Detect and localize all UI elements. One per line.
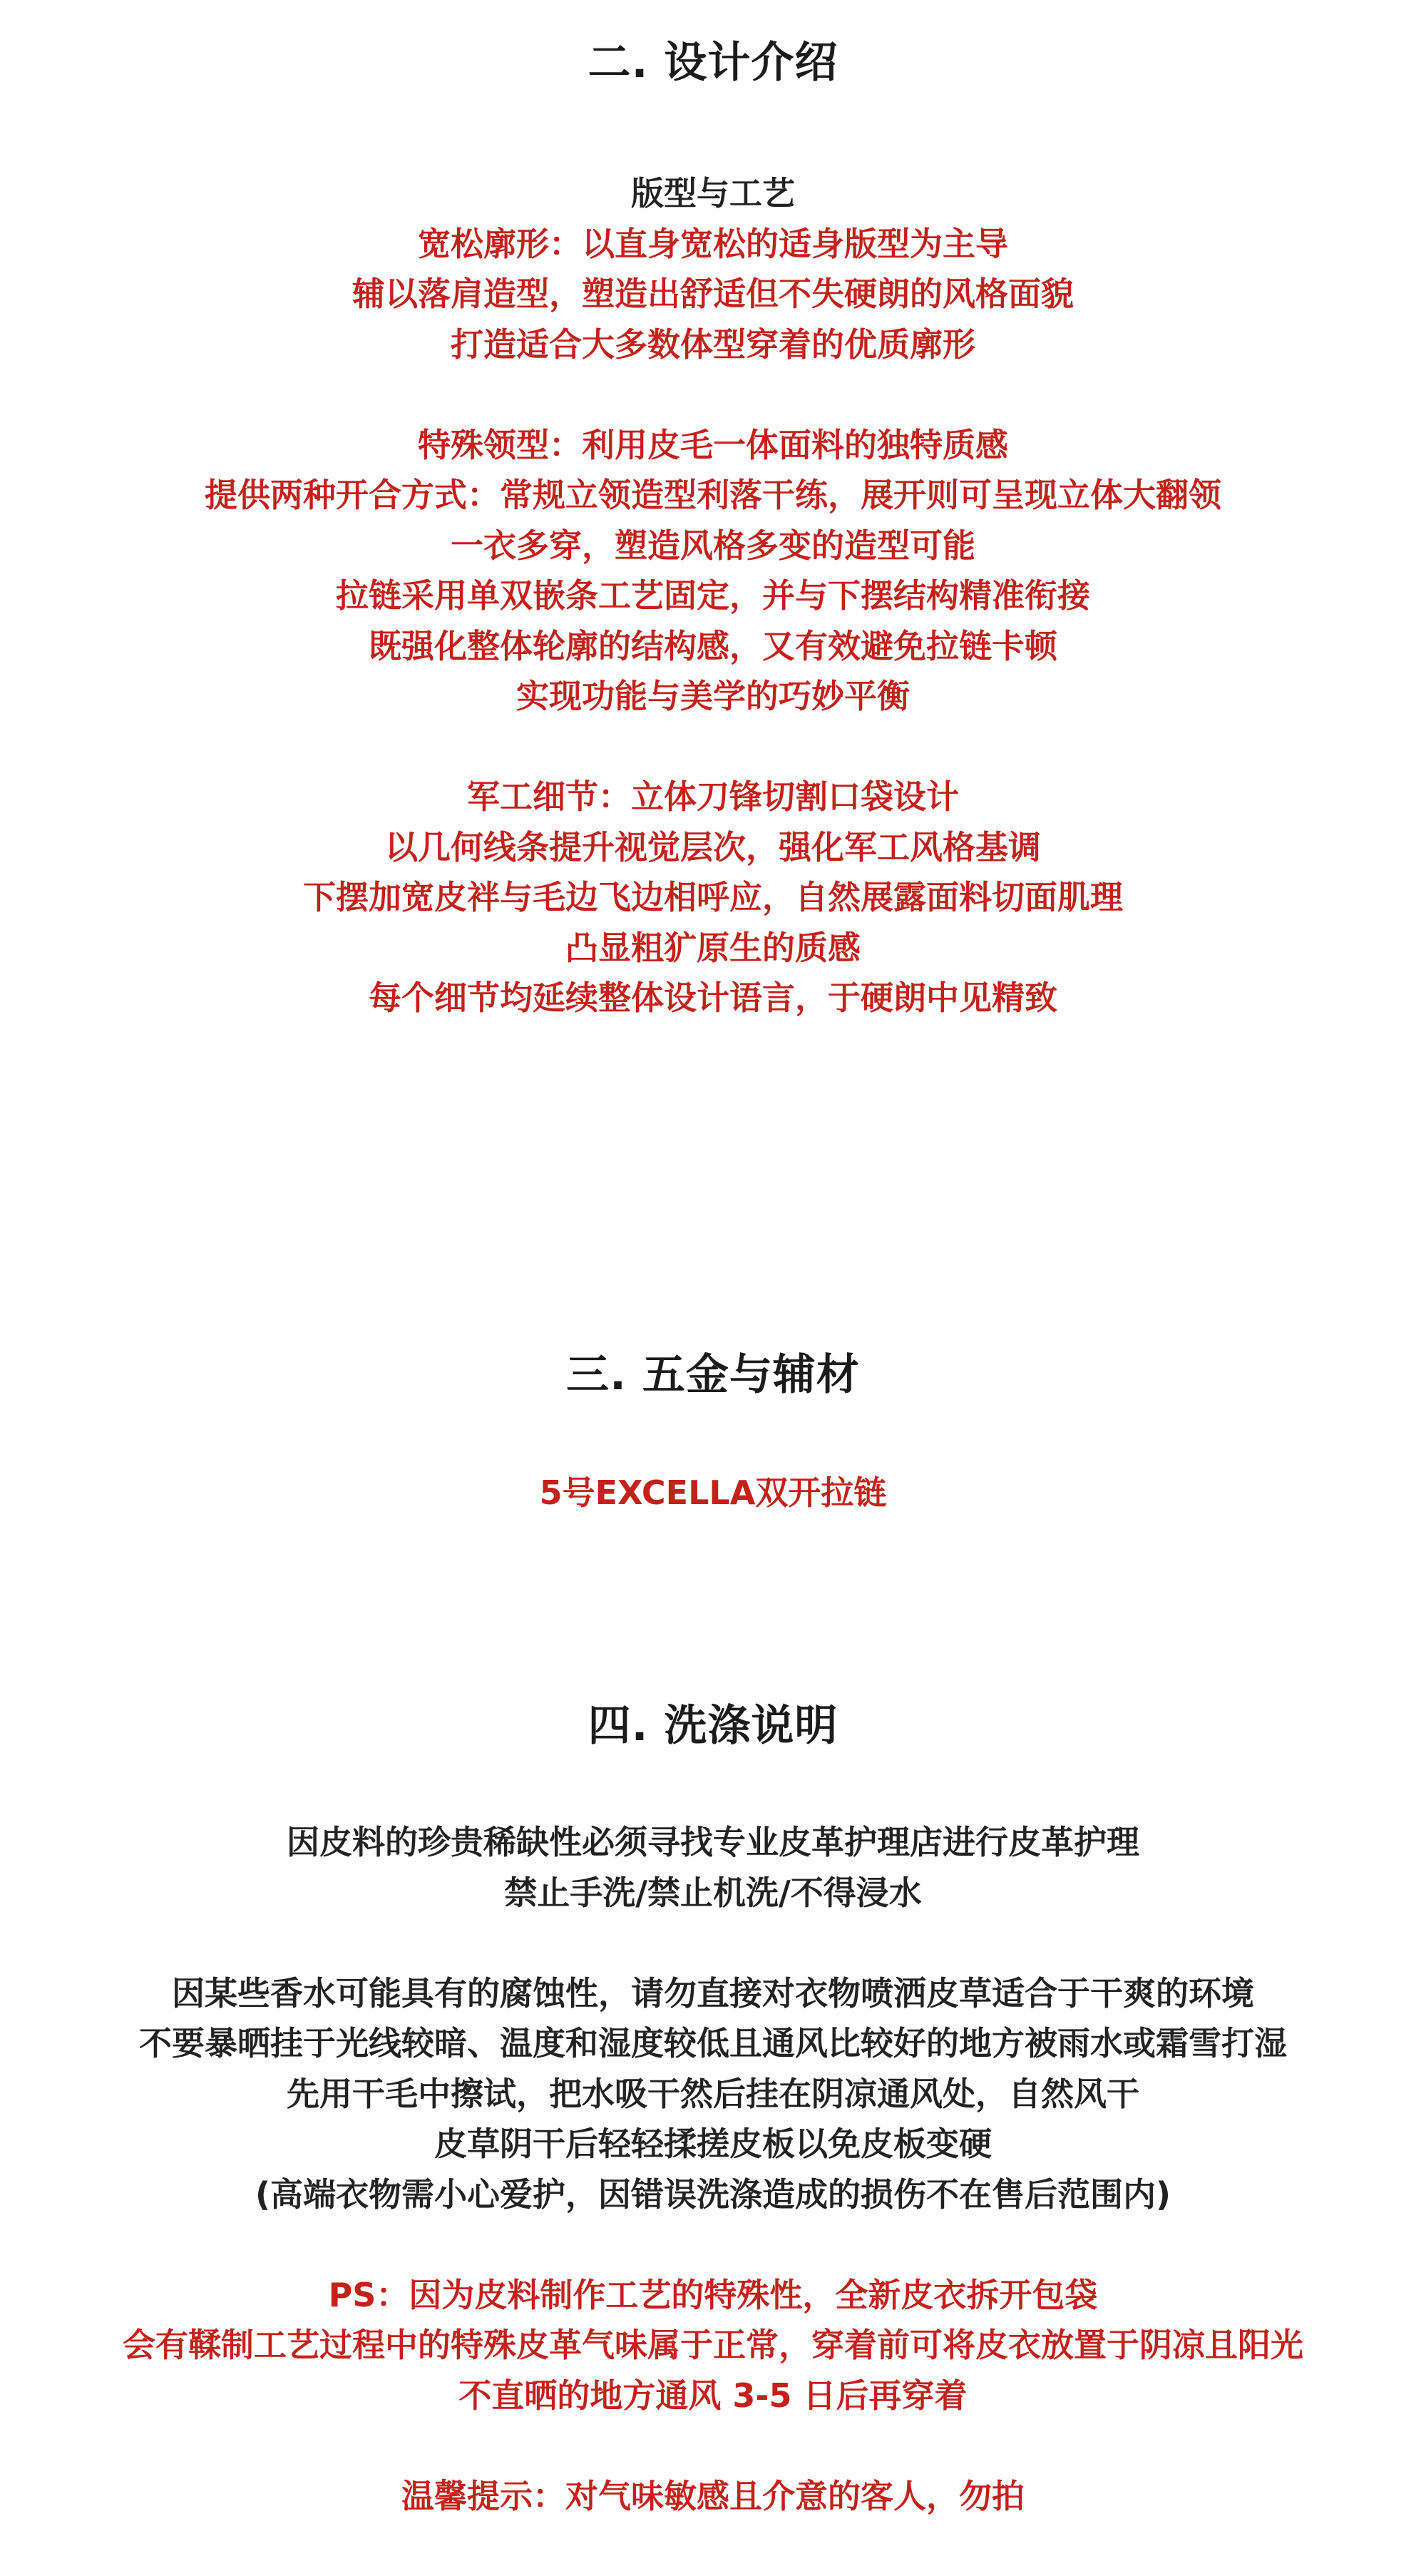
collar-line: 一衣多穿，塑造风格多变的造型可能	[451, 526, 975, 565]
subtitle-pattern-craft: 版型与工艺	[631, 174, 795, 213]
storage-line: 不要暴晒挂于光线较暗、温度和湿度较低且通风比较好的地方被雨水或霜雪打湿	[139, 2024, 1287, 2063]
spacer	[0, 722, 1426, 772]
storage-line: 先用干毛中擦试，把水吸干然后挂在阴凉通风处，自然风干	[287, 2074, 1139, 2113]
warm-tip: 温馨提示：对气味敏感且介意的客人，勿拍	[401, 2476, 1025, 2515]
storage-line: 因某些香水可能具有的腐蚀性，请勿直接对衣物喷洒皮草适合于干爽的环境	[172, 1973, 1254, 2013]
section-title-washing: 四. 洗涤说明	[588, 1701, 838, 1751]
collar-line: 特殊领型：利用皮毛一体面料的独特质感	[418, 425, 1008, 464]
hardware-block	[0, 1468, 1426, 1518]
section-title-design: 二. 设计介绍	[588, 38, 838, 88]
collar-line: 既强化整体轮廓的结构感，又有效避免拉链卡顿	[369, 626, 1057, 665]
collar-line: 实现功能与美学的巧妙平衡	[516, 677, 910, 715]
spacer	[0, 2219, 1426, 2270]
military-detail-line: 下摆加宽皮袢与毛边飞边相呼应，自然展露面料切面肌理	[303, 878, 1123, 916]
silhouette-line: 辅以落肩造型，塑造出舒适但不失硬朗的风格面貌	[352, 275, 1074, 313]
care-line: 禁止手洗/禁止机洗/不得浸水	[504, 1873, 922, 1912]
spacer	[0, 369, 1426, 420]
military-detail-line: 以几何线条提升视觉层次，强化军工风格基调	[385, 827, 1041, 867]
section-title-hardware: 三. 五金与辅材	[566, 1350, 860, 1400]
silhouette-line: 打造适合大多数体型穿着的优质廓形	[451, 324, 975, 364]
ps-note-line: PS：因为皮料制作工艺的特殊性，全新皮衣拆开包袋	[328, 2275, 1098, 2314]
spacer	[0, 1918, 1426, 1968]
care-line: 因皮料的珍贵稀缺性必须寻找专业皮革护理店进行皮革护理	[287, 1823, 1139, 1861]
ps-note-line: 不直晒的地方通风 3-5 日后再穿着	[458, 2376, 968, 2415]
silhouette-line: 宽松廓形：以直身宽松的适身版型为主导	[418, 224, 1008, 263]
design-block	[0, 168, 1426, 1023]
washing-block	[0, 1817, 1426, 2521]
zipper-spec: 5号EXCELLA双开拉链	[539, 1473, 887, 1512]
storage-line: 皮草阴干后轻轻揉搓皮板以免皮板变硬	[434, 2125, 992, 2163]
military-detail-line: 军工细节：立体刀锋切割口袋设计	[467, 777, 959, 816]
ps-note-line: 会有鞣制工艺过程中的特殊皮革气味属于正常，穿着前可将皮衣放置于阴凉且阳光	[123, 2326, 1303, 2364]
collar-line: 拉链采用单双嵌条工艺固定，并与下摆结构精准衔接	[336, 576, 1090, 615]
military-detail-line: 凸显粗犷原生的质感	[565, 928, 861, 967]
collar-line: 提供两种开合方式：常规立领造型利落干练，展开则可呈现立体大翻领	[205, 476, 1221, 514]
storage-line: (高端衣物需小心爱护，因错误洗涤造成的损伤不在售后范围内)	[255, 2174, 1171, 2214]
spacer	[0, 2421, 1426, 2471]
military-detail-line: 每个细节均延续整体设计语言，于硬朗中见精致	[369, 978, 1057, 1017]
